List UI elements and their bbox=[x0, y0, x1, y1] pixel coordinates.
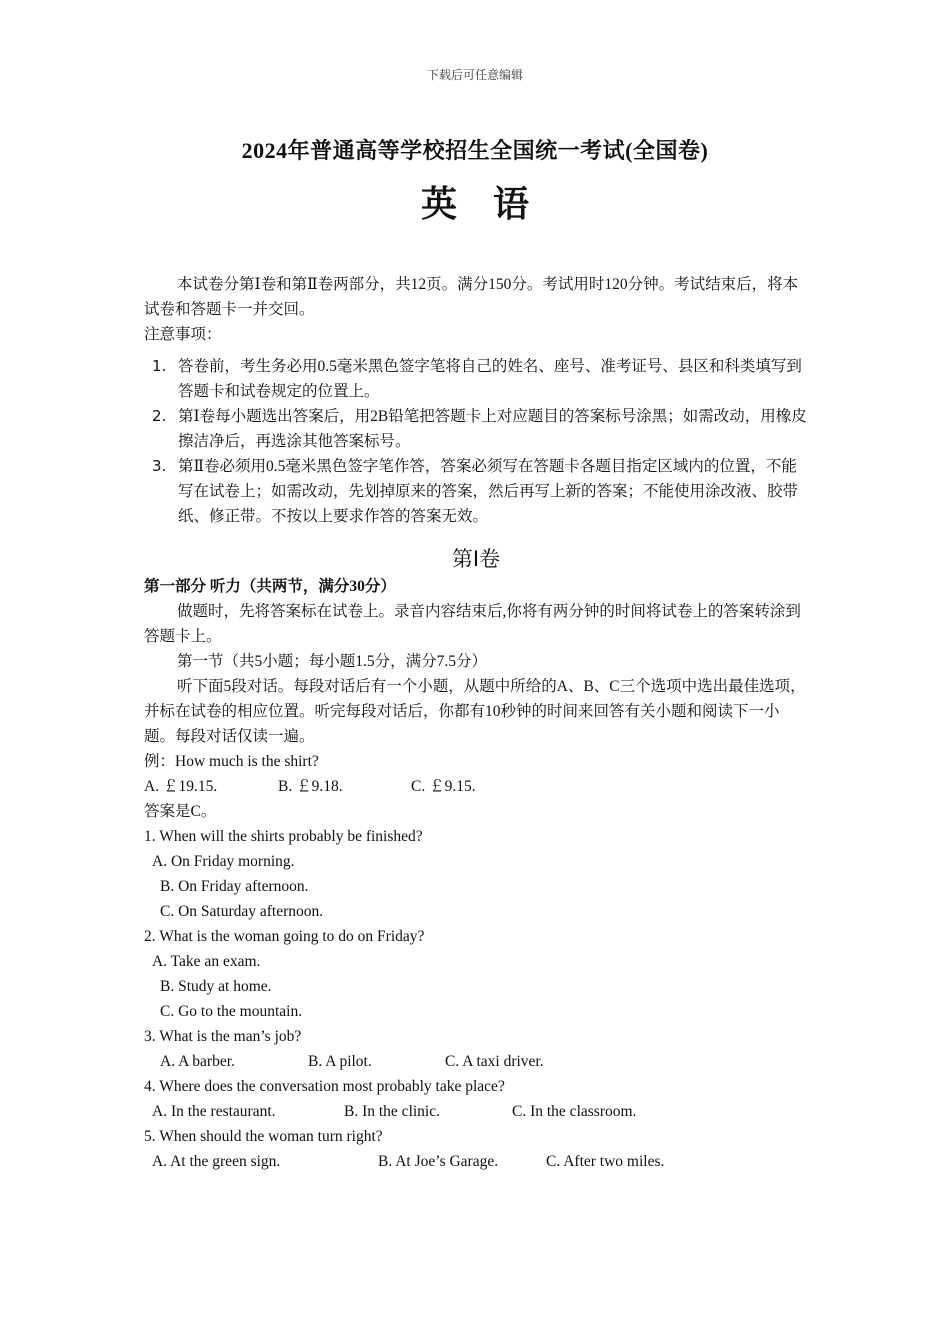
notice-number: 3. bbox=[152, 457, 167, 475]
volume-title: 第Ⅰ卷 bbox=[451, 547, 501, 571]
question-1-option-a: A. On Friday morning. bbox=[152, 853, 295, 870]
notice-text: 答卷前，考生务必用0.5毫米黑色签字笔将自己的姓名、座号、准考证号、县区和科类填写到答题卡和试卷规定的位置上。 bbox=[178, 358, 802, 400]
question-4-option-b: B. In the clinic. bbox=[344, 1103, 440, 1120]
section-instruction: 听下面5段对话。每段对话后有一个小题，从题中所给的A、B、C三个选项中选出最佳选项，并标在试卷的相应位置。听完每段对话后，你都有10秒钟的时间来回答有关小题和阅读下一小题。每段对话仅读一遍。 bbox=[144, 678, 806, 745]
question-5-options bbox=[144, 1149, 808, 1174]
question-2: 2. What is the woman going to do on Friday? bbox=[144, 928, 425, 945]
question-5-option-b: B. At Joe’s Garage. bbox=[378, 1153, 499, 1170]
question-4: 4. Where does the conversation most probably take place? bbox=[144, 1078, 505, 1095]
question-1-option-b: B. On Friday afternoon. bbox=[160, 878, 309, 895]
example-option-b: B. ￡9.18. bbox=[278, 778, 343, 795]
section-title: 第一节（共5小题；每小题1.5分，满分7.5分） bbox=[177, 653, 488, 670]
question-3: 3. What is the man’s job? bbox=[144, 1028, 302, 1045]
example-option-a: A. ￡19.15. bbox=[144, 778, 218, 795]
question-4-option-a: A. In the restaurant. bbox=[152, 1103, 276, 1120]
question-1: 1. When will the shirts probably be finished? bbox=[144, 828, 423, 845]
header-note: 下载后可任意编辑 bbox=[426, 68, 523, 82]
notice-item bbox=[144, 454, 808, 529]
question-5-option-a: A. At the green sign. bbox=[152, 1153, 281, 1170]
question-3-option-a: A. A barber. bbox=[160, 1053, 235, 1070]
question-2-option-c: C. Go to the mountain. bbox=[160, 1003, 303, 1020]
notice-number: 2. bbox=[152, 407, 167, 425]
question-1-option-c: C. On Saturday afternoon. bbox=[160, 903, 324, 920]
notice-text: 第Ⅱ卷必须用0.5毫米黑色签字笔作答，答案必须写在答题卡各题目指定区域内的位置，不能写在试卷上；如需改动，先划掉原来的答案，然后再写上新的答案；不能使用涂改液、胶带纸、修正带。不按以上要求作答的答案无效。 bbox=[178, 458, 799, 525]
question-3-option-c: C. A taxi driver. bbox=[445, 1053, 544, 1070]
notice-number: 1. bbox=[152, 357, 167, 375]
example-question: 例：How much is the shirt? bbox=[144, 753, 319, 770]
notice-item bbox=[144, 404, 808, 454]
example-answer: 答案是C。 bbox=[144, 803, 217, 820]
exam-content bbox=[144, 272, 808, 1174]
question-2-option-b: B. Study at home. bbox=[160, 978, 272, 995]
question-5: 5. When should the woman turn right? bbox=[144, 1128, 383, 1145]
exam-title: 2024年普通高等学校招生全国统一考试(全国卷) bbox=[241, 138, 709, 163]
question-2-option-a: A. Take an exam. bbox=[152, 953, 261, 970]
question-3-options bbox=[144, 1049, 808, 1074]
intro-paragraph: 本试卷分第Ⅰ卷和第Ⅱ卷两部分，共12页。满分150分。考试用时120分钟。考试结束后，将本试卷和答题卡一并交回。 bbox=[144, 276, 799, 318]
question-4-option-c: C. In the classroom. bbox=[512, 1103, 637, 1120]
part-title: 第一部分 听力（共两节，满分30分） bbox=[144, 578, 396, 595]
notice-list bbox=[144, 354, 808, 529]
notice-text: 第Ⅰ卷每小题选出答案后，用2B铅笔把答题卡上对应题目的答案标号涂黑；如需改动，用橡皮擦洁净后，再选涂其他答案标号。 bbox=[178, 408, 807, 450]
notice-label: 注意事项： bbox=[144, 326, 222, 343]
example-option-c: C. ￡9.15. bbox=[411, 778, 476, 795]
notice-item bbox=[144, 354, 808, 404]
question-3-option-b: B. A pilot. bbox=[308, 1053, 372, 1070]
subject-title: 英 语 bbox=[420, 184, 529, 225]
example-options bbox=[144, 774, 808, 799]
question-5-option-c: C. After two miles. bbox=[546, 1153, 665, 1170]
part-instruction: 做题时，先将答案标在试卷上。录音内容结束后,你将有两分钟的时间将试卷上的答案转涂到答题卡上。 bbox=[144, 603, 801, 645]
question-4-options bbox=[144, 1099, 808, 1124]
